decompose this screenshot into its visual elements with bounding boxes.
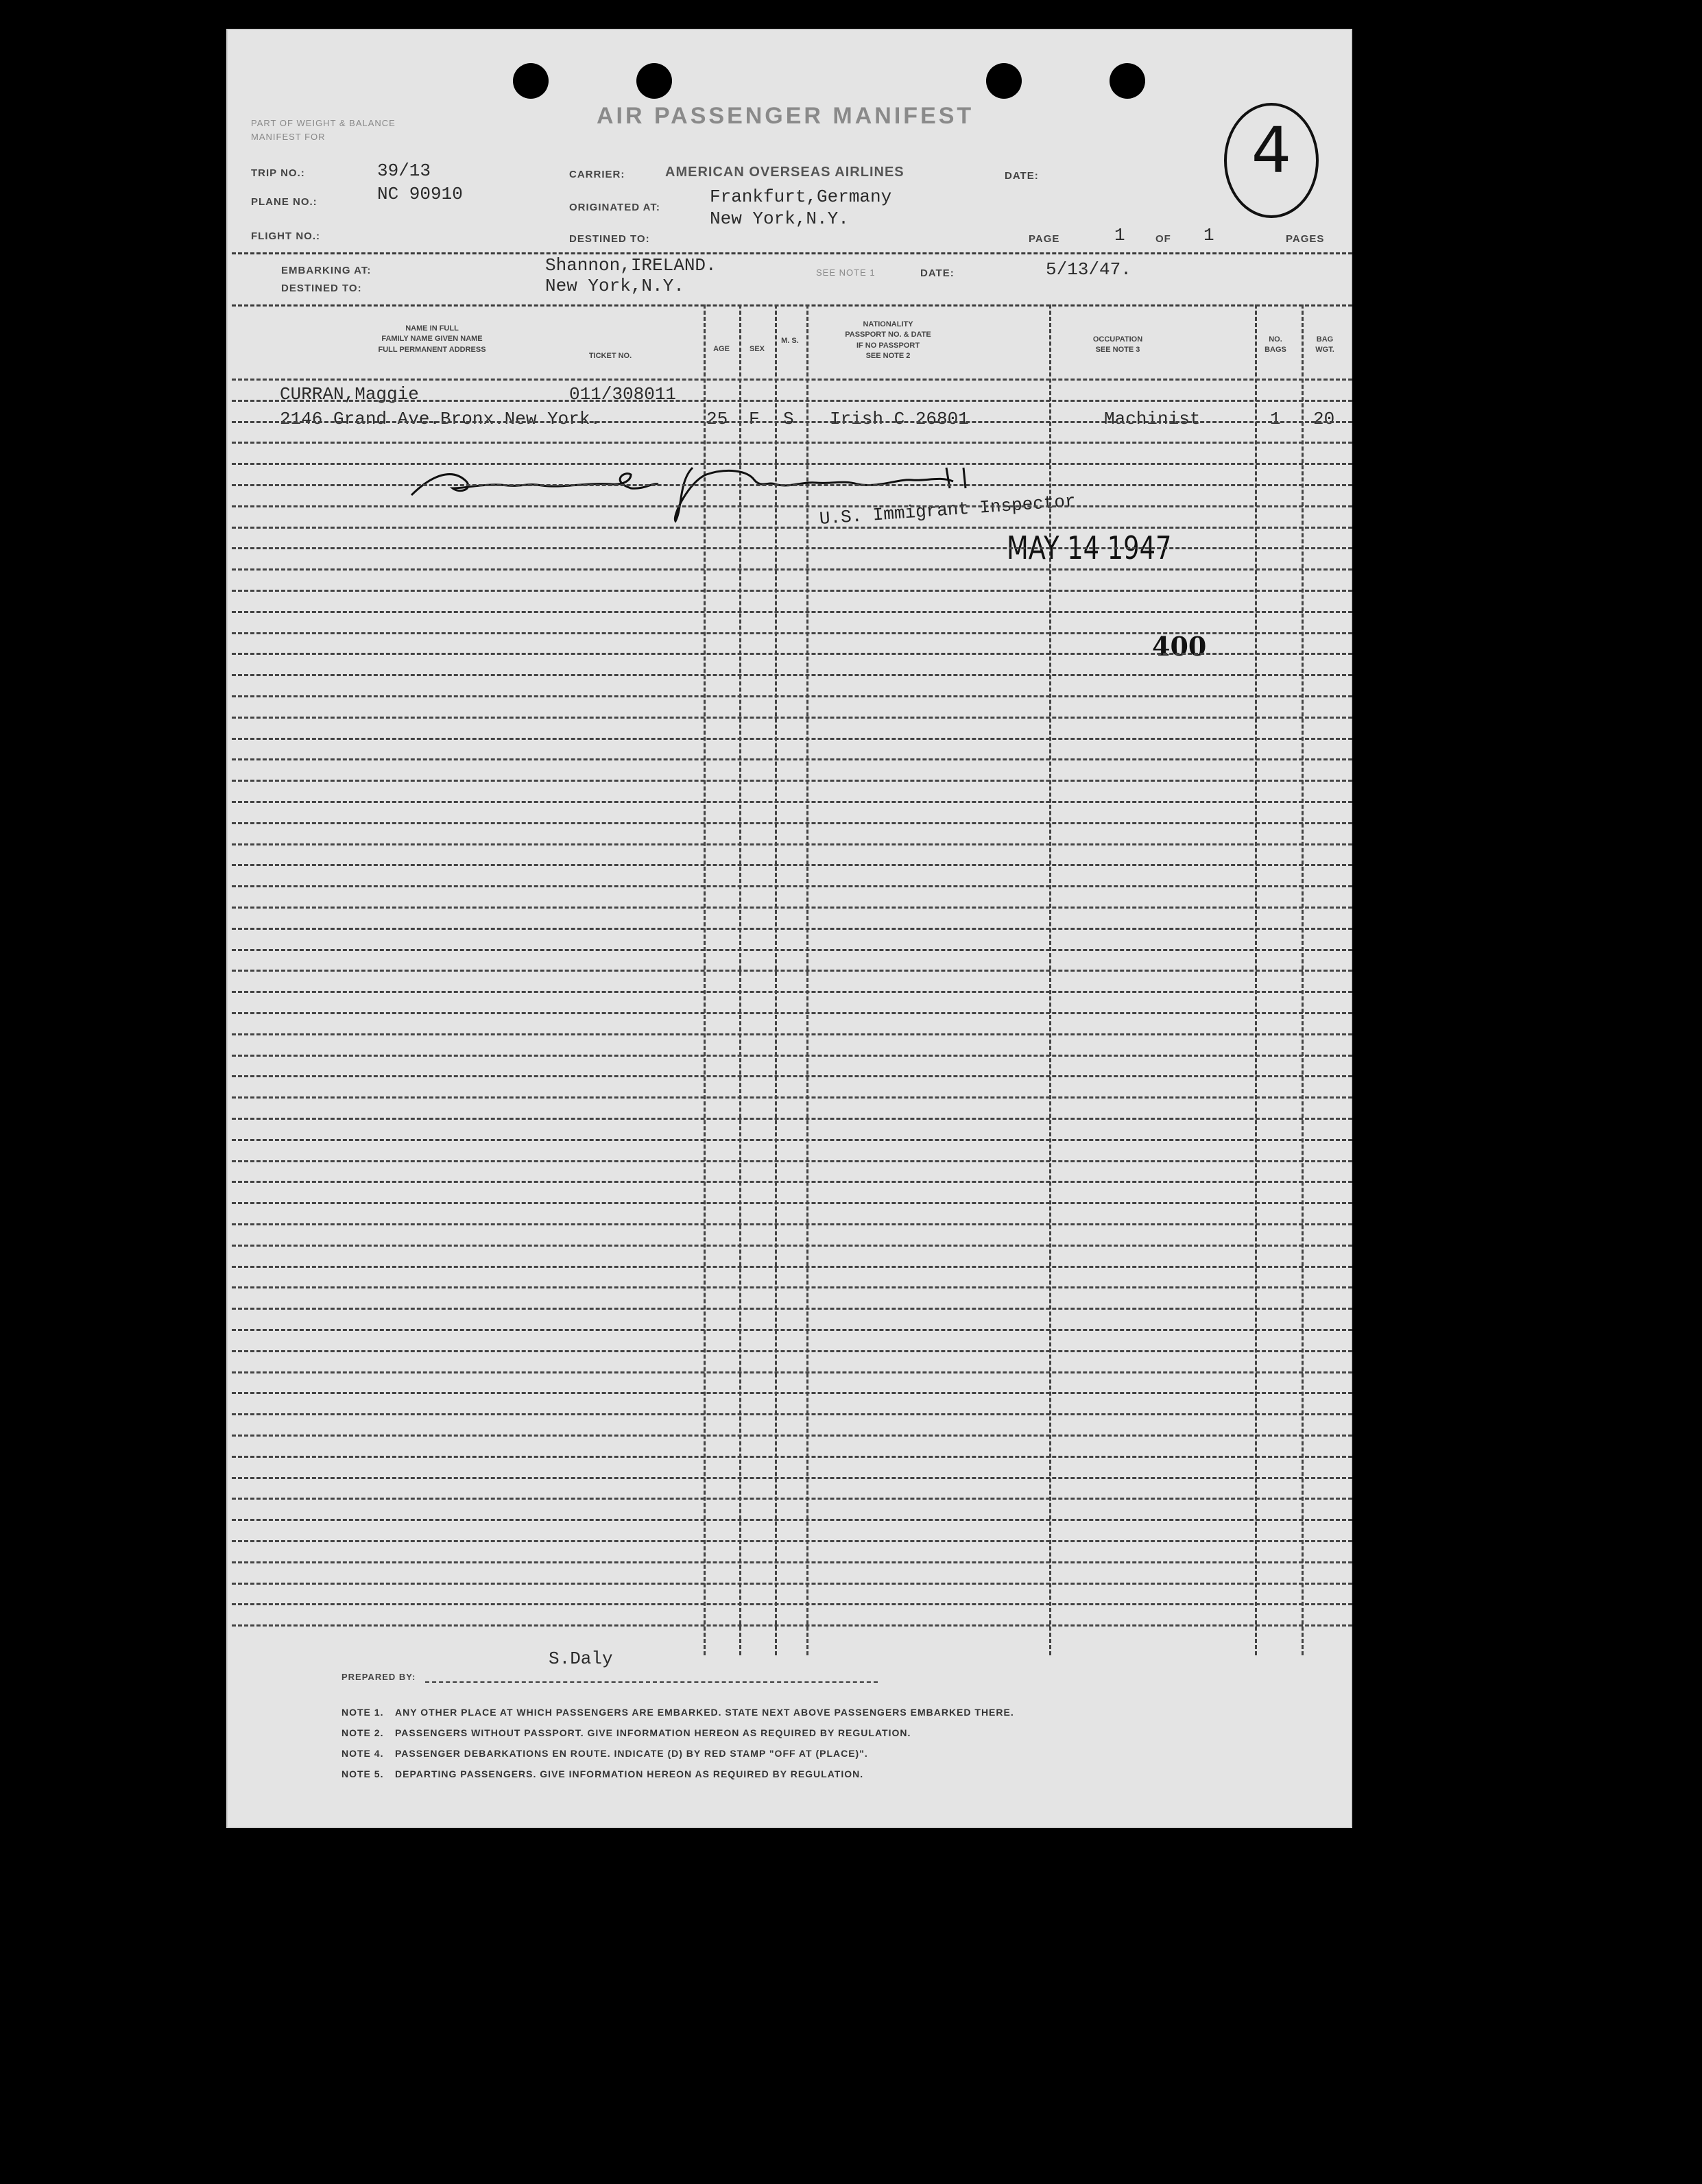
originated-at-value-2: New York,N.Y. (710, 208, 849, 229)
prepared-by-line (425, 1681, 878, 1683)
number-stamp: 400 (1152, 631, 1207, 662)
table-row-line (232, 695, 1352, 697)
col-header-nationality-line: IF NO PASSPORT (856, 341, 920, 350)
table-row-line (232, 568, 1352, 571)
table-row-line (232, 1308, 1352, 1310)
table-row-line (232, 1223, 1352, 1225)
destined-to-value: New York,N.Y. (545, 276, 684, 296)
table-row-line (232, 632, 1352, 634)
col-header-bag-wgt-line: BAG (1316, 335, 1334, 344)
col-header-name-line: FAMILY NAME GIVEN NAME (381, 335, 483, 344)
table-row-line (232, 653, 1352, 655)
col-header-occupation (1077, 335, 1159, 356)
col-header-nationality-line: SEE NOTE 2 (865, 352, 911, 361)
table-row-line (232, 1118, 1352, 1120)
see-note-1-label: SEE NOTE 1 (816, 267, 876, 278)
footnote-text: PASSENGER DEBARKATIONS EN ROUTE. INDICATE (D) BY RED STAMP "OFF AT (PLACE)". (395, 1748, 868, 1759)
table-row-line (232, 822, 1352, 824)
of-value: 1 (1203, 225, 1214, 245)
table-row-line (232, 1139, 1352, 1141)
col-header-name-line: FULL PERMANENT ADDRESS (378, 345, 486, 354)
table-row-line (232, 505, 1352, 507)
footnote (341, 1764, 1014, 1784)
footnote-key: NOTE 4. (341, 1748, 384, 1759)
col-header-occupation-line: OCCUPATION (1092, 335, 1143, 344)
table-row-line (232, 801, 1352, 803)
passenger-address: 2146 Grand Ave.Bronx.New York. (280, 409, 601, 429)
table-row-line (232, 780, 1352, 782)
footnote-text: PASSENGERS WITHOUT PASSPORT. GIVE INFORMATION HEREON AS REQUIRED BY REGULATION. (395, 1727, 911, 1738)
footnotes (341, 1702, 1014, 1784)
table-row-line (232, 864, 1352, 866)
table-top-line (232, 304, 1352, 307)
table-row-line (232, 1350, 1352, 1352)
date-label-2: DATE: (920, 267, 955, 279)
table-row-line (232, 1245, 1352, 1247)
col-header-ms: M. S. (781, 337, 799, 345)
table-row-line (232, 758, 1352, 760)
table-row-line (232, 1033, 1352, 1035)
table-row-line (232, 1561, 1352, 1563)
table-row-line (232, 1202, 1352, 1204)
date-stamp: MAY 14 1947 (1007, 529, 1172, 566)
punch-hole (986, 63, 1022, 99)
table-row-line (232, 1096, 1352, 1099)
prepared-by-value: S.Daly (549, 1648, 613, 1669)
table-row-line (232, 1392, 1352, 1394)
table-row-line (232, 1603, 1352, 1605)
plane-no-value: NC 90910 (377, 184, 463, 204)
date-label: DATE: (1005, 170, 1039, 182)
footnote-key: NOTE 2. (341, 1727, 384, 1738)
page-value: 1 (1114, 225, 1125, 245)
table-row-line (232, 547, 1352, 549)
pages-label: PAGES (1286, 233, 1325, 245)
corner-note-1: PART OF WEIGHT & BALANCE (251, 118, 396, 128)
table-row-line (232, 590, 1352, 592)
col-header-bag-wgt-line: WGT. (1315, 346, 1334, 355)
page-label: PAGE (1029, 233, 1060, 245)
destined-to-label: DESTINED TO: (569, 233, 650, 245)
carrier-value: AMERICAN OVERSEAS AIRLINES (665, 165, 904, 180)
corner-note-2: MANIFEST FOR (251, 132, 326, 142)
table-row-line (232, 442, 1352, 444)
form-title: AIR PASSENGER MANIFEST (597, 103, 974, 129)
table-row-line (232, 1012, 1352, 1014)
col-header-name (329, 324, 535, 355)
originated-at-label: ORIGINATED AT: (569, 202, 660, 213)
passenger-occupation: Machinist (1104, 409, 1201, 429)
col-header-ticket: TICKET NO. (588, 352, 632, 360)
footnote (341, 1743, 1014, 1764)
table-row-line (232, 463, 1352, 465)
table-row-line (232, 1075, 1352, 1077)
col-header-bags (1258, 335, 1293, 356)
table-row-line (232, 885, 1352, 887)
table-row-line (232, 1583, 1352, 1585)
table-row-line (232, 1435, 1352, 1437)
col-header-nationality-line: PASSPORT NO. & DATE (845, 331, 931, 339)
col-header-age: AGE (713, 345, 730, 353)
passenger-bag-weight: 20 (1313, 409, 1335, 429)
table-row-line (232, 674, 1352, 676)
trip-no-value: 39/13 (377, 160, 431, 181)
header-divider (232, 252, 1352, 254)
punch-hole (513, 63, 549, 99)
table-row-line (232, 1160, 1352, 1162)
footnote-text: ANY OTHER PLACE AT WHICH PASSENGERS ARE EMBARKED. STATE NEXT ABOVE PASSENGERS EMBARKED THERE. (395, 1707, 1014, 1718)
originated-at-value-1: Frankfurt,Germany (710, 187, 892, 207)
table-row-line (232, 949, 1352, 951)
table-row-line (232, 421, 1352, 423)
col-header-occupation-line: SEE NOTE 3 (1095, 346, 1140, 355)
footnote-text: DEPARTING PASSENGERS. GIVE INFORMATION HEREON AS REQUIRED BY REGULATION. (395, 1768, 864, 1779)
date-value: 5/13/47. (1046, 259, 1131, 280)
table-row-line (232, 1413, 1352, 1415)
punch-hole (636, 63, 672, 99)
passenger-sex: F (749, 409, 760, 429)
table-row-line (232, 1498, 1352, 1500)
table-row-line (232, 970, 1352, 972)
table-row-line (232, 1329, 1352, 1331)
passenger-ticket: 011/308011 (569, 384, 677, 405)
table-row-line (232, 1286, 1352, 1288)
table-row-line (232, 1519, 1352, 1521)
passenger-marital-status: S (783, 409, 794, 429)
passenger-name: CURRAN,Maggie (280, 384, 419, 405)
passenger-nationality: Irish C 26801 (830, 409, 969, 429)
table-row-line (232, 1456, 1352, 1458)
prepared-by-label: PREPARED BY: (341, 1672, 416, 1682)
plane-no-label: PLANE NO.: (251, 196, 317, 208)
table-row-line (232, 1266, 1352, 1268)
col-header-sex: SEX (749, 345, 765, 353)
trip-no-label: TRIP NO.: (251, 167, 305, 179)
table-row-line (232, 1624, 1352, 1627)
col-header-bag-wgt (1304, 335, 1345, 356)
col-header-bags-line: NO. (1269, 335, 1282, 344)
table-row-line (232, 527, 1352, 529)
table-row-line (232, 1477, 1352, 1479)
table-row-line (232, 1540, 1352, 1542)
circled-page-number (1224, 103, 1319, 218)
col-header-nationality-line: NATIONALITY (863, 320, 913, 328)
punch-hole (1110, 63, 1145, 99)
footnote-key: NOTE 1. (341, 1707, 384, 1718)
table-row-line (232, 379, 1352, 381)
col-header-bags-line: BAGS (1264, 346, 1286, 355)
flight-no-label: FLIGHT NO.: (251, 230, 320, 242)
table-row-line (232, 400, 1352, 402)
table-row-line (232, 1181, 1352, 1183)
table-row-line (232, 611, 1352, 613)
table-row-line (232, 991, 1352, 993)
destined-to-label-2: DESTINED TO: (281, 283, 362, 294)
table-row-line (232, 928, 1352, 930)
table-row-line (232, 717, 1352, 719)
table-row-line (232, 907, 1352, 909)
table-row-line (232, 843, 1352, 845)
embarking-at-value: Shannon,IRELAND. (545, 255, 717, 276)
carrier-label: CARRIER: (569, 169, 625, 180)
table-row-line (232, 1055, 1352, 1057)
manifest-sheet (226, 29, 1352, 1828)
col-header-nationality (816, 320, 960, 362)
embarking-at-label: EMBARKING AT: (281, 265, 372, 276)
table-row-line (232, 1371, 1352, 1373)
passenger-bags: 1 (1270, 409, 1281, 429)
footnote-key: NOTE 5. (341, 1768, 384, 1779)
circled-page-number-text: 4 (1251, 114, 1292, 187)
of-label: OF (1155, 233, 1171, 245)
table-row-line (232, 484, 1352, 486)
inspector-stamp: U.S. Immigrant Inspector (818, 490, 1077, 529)
col-header-name-line: NAME IN FULL (405, 324, 459, 333)
table-row-line (232, 738, 1352, 740)
footnote (341, 1702, 1014, 1723)
passenger-age: 25 (706, 409, 728, 429)
footnote (341, 1723, 1014, 1743)
